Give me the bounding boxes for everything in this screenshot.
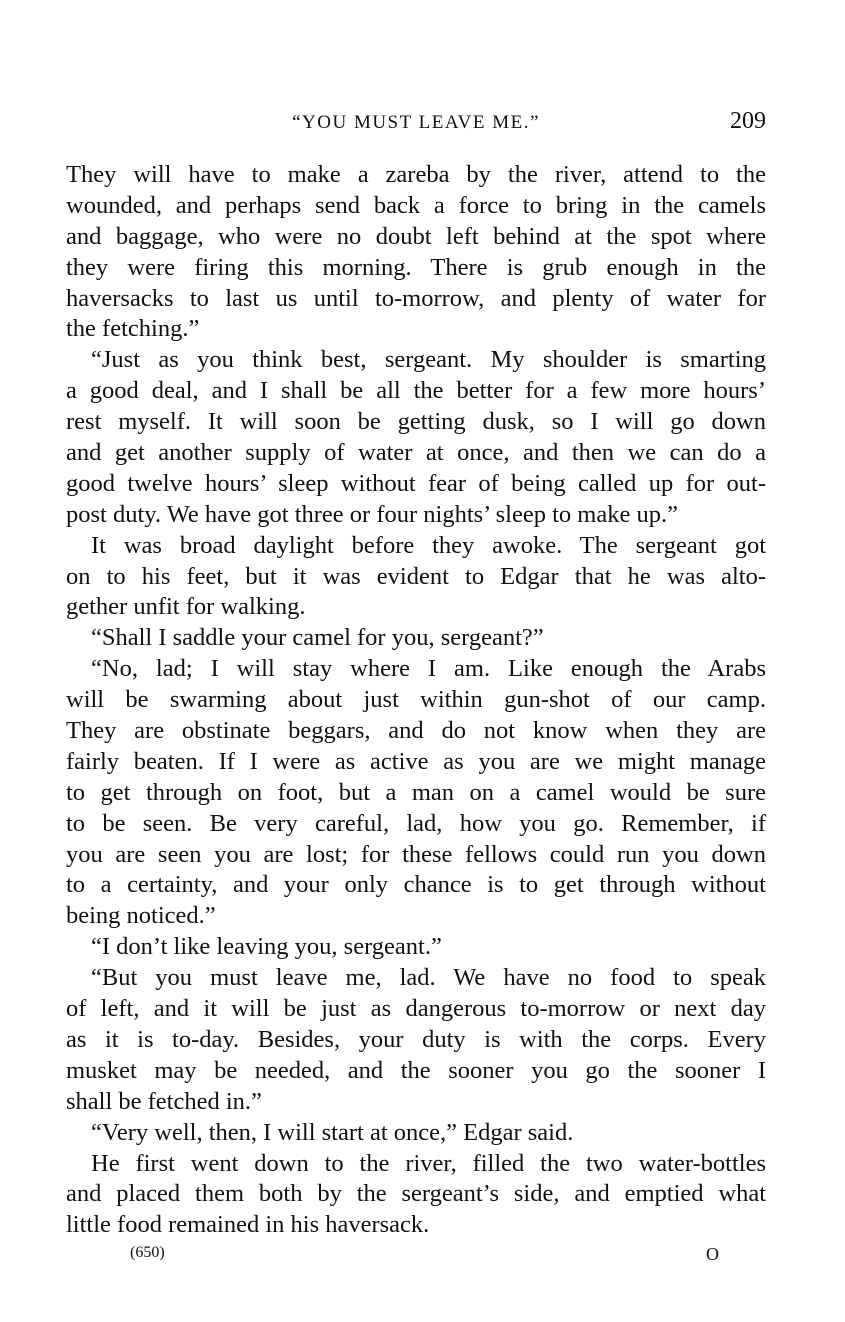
text-line: a good deal, and I shall be all the better for a few more hours’	[66, 377, 766, 405]
text-line: He first went down to the river, filled the two water-bottles	[91, 1149, 766, 1177]
text-line: rest myself. It will soon be getting dusk, so I will go down	[66, 408, 766, 436]
text-line: and placed them both by the sergeant’s side, and emptied what	[66, 1180, 766, 1208]
text-line: little food remained in his haversack.	[66, 1211, 430, 1239]
text-line: and baggage, who were no doubt left behind at the spot where	[66, 222, 766, 250]
text-line: of left, and it will be just as dangerous to-morrow or next day	[66, 995, 766, 1023]
text-line: gether unfit for walking.	[66, 593, 306, 621]
text-line: will be swarming about just within gun-shot of our camp.	[66, 686, 766, 714]
text-line: “I don’t like leaving you, sergeant.”	[91, 933, 442, 961]
page-number: 209	[730, 108, 766, 134]
text-line: to a certainty, and your only chance is to get through without	[66, 871, 766, 899]
text-line: fairly beaten. If I were as active as you are we might manage	[66, 747, 766, 775]
text-line: they were firing this morning. There is grub enough in the	[66, 253, 766, 281]
text-line: “No, lad; I will stay where I am. Like enough the Arabs	[91, 655, 766, 683]
text-line: “Just as you think best, sergeant. My shoulder is smarting	[91, 346, 766, 374]
text-line: They are obstinate beggars, and do not know when they are	[66, 717, 766, 745]
text-line: post duty. We have got three or four nights’ sleep to make up.”	[66, 500, 678, 528]
running-header	[66, 108, 766, 140]
text-line: It was broad daylight before they awoke. The sergeant got	[91, 531, 766, 559]
printer-signature: (650)	[130, 1244, 165, 1261]
text-line: to get through on foot, but a man on a camel would be sure	[66, 778, 766, 806]
text-line: and get another supply of water at once, and then we can do a	[66, 439, 766, 467]
text-line: haversacks to last us until to-morrow, and plenty of water for	[66, 284, 766, 312]
text-line: musket may be needed, and the sooner you go the sooner I	[66, 1056, 766, 1084]
text-line: the fetching.”	[66, 315, 200, 343]
text-line: “Very well, then, I will start at once,” Edgar said.	[91, 1118, 574, 1146]
text-line: shall be fetched in.”	[66, 1087, 262, 1115]
text-line: to be seen. Be very careful, lad, how you go. Remember, if	[66, 809, 766, 837]
text-line: “Shall I saddle your camel for you, sergeant?”	[91, 624, 544, 652]
text-line: wounded, and perhaps send back a force to bring in the camels	[66, 191, 766, 219]
text-line: They will have to make a zareba by the river, attend to the	[66, 161, 766, 188]
chapter-title: “YOU MUST LEAVE ME.”	[292, 112, 540, 133]
page-body-text	[66, 160, 766, 1241]
text-line: as it is to-day. Besides, your duty is with the corps. Every	[66, 1025, 766, 1053]
text-line: “But you must leave me, lad. We have no food to speak	[91, 964, 766, 992]
signature-mark: O	[706, 1244, 719, 1264]
text-line: good twelve hours’ sleep without fear of being called up for out-	[66, 469, 766, 497]
text-line: on to his feet, but it was evident to Edgar that he was alto-	[66, 562, 766, 590]
text-line: being noticed.”	[66, 902, 216, 930]
text-line: you are seen you are lost; for these fellows could run you down	[66, 840, 766, 868]
